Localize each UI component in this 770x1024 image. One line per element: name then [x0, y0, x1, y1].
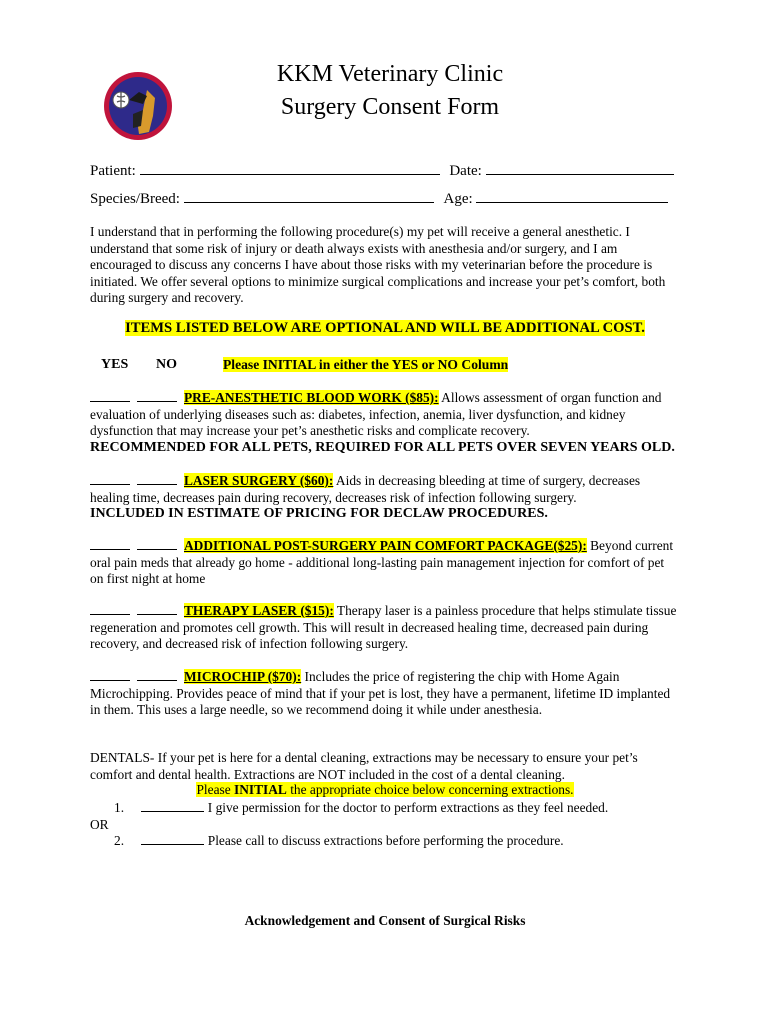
- item-note: RECOMMENDED FOR ALL PETS, REQUIRED FOR ALL PETS OVER SEVEN YEARS OLD.: [90, 439, 675, 455]
- dental-option-1: [114, 800, 608, 816]
- item-title: LASER SURGERY ($60):: [184, 473, 334, 488]
- initial-instruction: [223, 357, 508, 373]
- option-item: [90, 473, 680, 523]
- form-title: Surgery Consent Form: [280, 94, 500, 120]
- no-initial-field[interactable]: [137, 669, 177, 681]
- patient-field[interactable]: [140, 162, 440, 175]
- acknowledgement-title: Acknowledgement and Consent of Surgical Risks: [244, 913, 526, 928]
- or-label: OR: [90, 817, 109, 832]
- dentals-paragraph: DENTALS- If your pet is here for a dental cleaning, extractions may be necessary to ensure your pet’s comfort and dental health. Extractions are NOT included in the cost of a dental cleaning.: [90, 750, 638, 782]
- yes-initial-field[interactable]: [90, 603, 130, 615]
- no-column-label: NO: [156, 357, 177, 372]
- item-description: Includes the price of registering the chip with Home Again Microchipping. Provides peace of mind that if your pet is lost, they have a permanent, lifetime ID implanted in them. This uses a large needle, so we recommend doing it while under anesthesia.: [90, 669, 671, 718]
- item-description: Allows assessment of organ function and evaluation of underlying diseases such as: diabetes, infection, anemia, liver dysfunction, and kidney dysfunction that may increase your pet’s anesthetic risks and complicate recovery.: [90, 390, 662, 439]
- dental-instruction-initial: INITIAL: [234, 782, 287, 797]
- item-description: Aids in decreasing bleeding at time of surgery, decreases healing time, decreases pain during recovery, decreases risk of infection following surgery.: [90, 473, 641, 505]
- dental-instruction-pre: Please: [196, 782, 235, 797]
- species-label: Species/Breed:: [90, 191, 180, 207]
- no-initial-field[interactable]: [137, 603, 177, 615]
- item-title: PRE-ANESTHETIC BLOOD WORK ($85):: [184, 390, 439, 405]
- dental-instruction: [90, 782, 680, 798]
- option-number: 2.: [114, 833, 125, 848]
- patient-date-row: [90, 162, 690, 180]
- option-item: [90, 669, 680, 719]
- item-note: INCLUDED IN ESTIMATE OF PRICING FOR DECLAW PROCEDURES.: [90, 506, 548, 522]
- option-item: [90, 390, 680, 456]
- item-description: Beyond current oral pain meds that already go home - additional long-lasting pain management injection for comfort of pet on first night at home: [90, 538, 674, 587]
- species-field[interactable]: [184, 190, 434, 203]
- dental-option-1-text: I give permission for the doctor to perform extractions as they feel needed.: [207, 800, 609, 815]
- no-initial-field[interactable]: [137, 390, 177, 402]
- item-title: ADDITIONAL POST-SURGERY PAIN COMFORT PACKAGE($25):: [184, 538, 587, 553]
- dental-option-2-text: Please call to discuss extractions before performing the procedure.: [207, 833, 564, 848]
- optional-items-heading: [90, 320, 680, 337]
- clinic-logo: [103, 70, 173, 142]
- yes-initial-field[interactable]: [90, 538, 130, 550]
- patient-label: Patient:: [90, 163, 136, 179]
- initial-instruction-text: Please INITIAL in either the YES or NO Column: [223, 357, 509, 372]
- clinic-name: KKM Veterinary Clinic: [276, 61, 504, 87]
- no-initial-field[interactable]: [137, 473, 177, 485]
- age-label: Age:: [443, 191, 473, 207]
- item-title: MICROCHIP ($70):: [184, 669, 302, 684]
- intro-paragraph: I understand that in performing the following procedure(s) my pet will receive a general anesthetic. I understand that some risk of injury or death always exists with anesthesia and/or surgery, and I am encouraged to discuss any concerns I have about those risks with my veterinarian before the procedure is initiated. We offer several options to minimize surgical complications and increase your pet’s comfort, both during surgery and recovery.: [90, 224, 666, 306]
- option-item: [90, 538, 680, 588]
- date-field[interactable]: [486, 162, 674, 175]
- age-field[interactable]: [476, 190, 668, 203]
- species-age-row: [90, 190, 690, 208]
- dental-instruction-highlight: [196, 782, 573, 797]
- dental-option-2: [114, 833, 564, 849]
- yes-initial-field[interactable]: [90, 473, 130, 485]
- title-block: [180, 58, 600, 124]
- yes-column-label: YES: [101, 357, 129, 372]
- yes-initial-field[interactable]: [90, 390, 130, 402]
- option-number: 1.: [114, 800, 125, 815]
- item-title: THERAPY LASER ($15):: [184, 603, 334, 618]
- dental-option-1-initial-field[interactable]: [141, 800, 204, 812]
- item-description: Therapy laser is a painless procedure that helps stimulate tissue regeneration and promotes cell growth. This will result in decreased healing time, decreased pain during recovery, and decreased risk of infection following surgery.: [90, 603, 677, 652]
- date-label: Date:: [449, 163, 482, 179]
- no-initial-field[interactable]: [137, 538, 177, 550]
- optional-heading-text: ITEMS LISTED BELOW ARE OPTIONAL AND WILL BE ADDITIONAL COST.: [125, 320, 645, 336]
- dental-instruction-post: the appropriate choice below concerning extractions.: [286, 782, 574, 797]
- option-item: [90, 603, 680, 653]
- yes-initial-field[interactable]: [90, 669, 130, 681]
- dental-option-2-initial-field[interactable]: [141, 833, 204, 845]
